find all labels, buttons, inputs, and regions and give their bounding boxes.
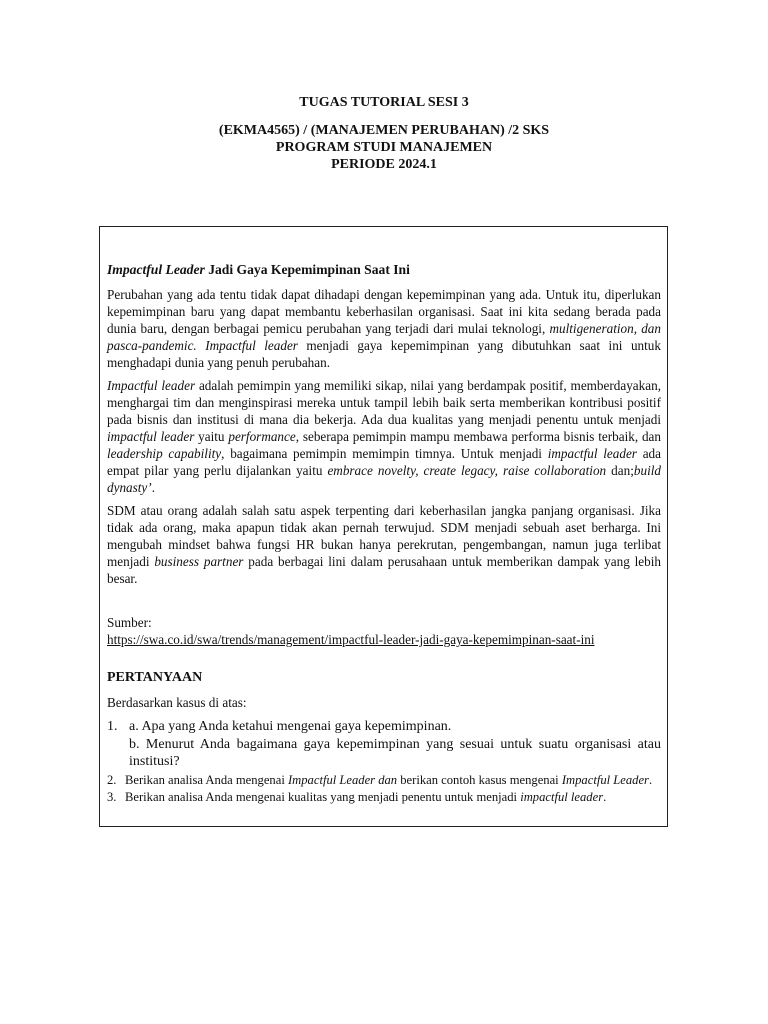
question-1a: [107, 718, 661, 736]
p1-text-a: Perubahan yang ada tentu tidak dapat dihadapi dengan kepemimpinan yang ada. Untuk itu, diperlukan kepemimpinan baru yang dapat membantu keberhasilan organisasi. Saat ini kita sedang berada pada dunia baru, dengan berbagai pemicu perubahan yang terjadi dari mulai teknologi,: [107, 287, 661, 336]
article-title-italic: Impactful Leader: [107, 262, 205, 277]
document-title: [0, 94, 768, 111]
p2-text-b: adalah pemimpin yang memiliki sikap, nilai yang berdampak positif, memberdayakan, menghargai tim dan menginspirasi mereka untuk tampil lebih baik serta memberikan kontribusi positif pada bisnis dan institusi di mana dia bekerja. Ada dua kualitas yang menjadi penentu untuk menjadi: [107, 378, 662, 427]
p2-italic-i: impactful leader: [547, 446, 637, 461]
paragraph-2: [107, 377, 661, 496]
q2-italic-b: Impactful Leader dan: [287, 772, 398, 787]
question-1: [107, 718, 661, 771]
source-label: Sumber:: [107, 615, 152, 630]
question-1b: [107, 736, 661, 771]
p2-text-j: ada empat pilar yang perlu dijalankan yaitu: [107, 446, 661, 478]
program-name: PROGRAM STUDI MANAJEMEN: [275, 140, 493, 155]
source-link[interactable]: https://swa.co.id/swa/trends/management/impactful-leader-jadi-gaya-kepemimpinan-saat-ini: [107, 632, 595, 647]
p3-italic: business partner: [154, 554, 244, 569]
q2-text-e: .: [648, 772, 653, 787]
question-2: [107, 772, 661, 788]
questions-intro: Berdasarkan kasus di atas:: [107, 695, 247, 710]
p2-text-h: , bagaimana pemimpin memimpin timnya. Untuk menjadi: [221, 446, 548, 461]
p2-italic-g: leadership capability: [107, 446, 222, 461]
q2-italic-d: Impactful Leader: [561, 772, 649, 787]
questions-heading: PERTANYAAN: [107, 670, 203, 685]
p3-text-end: pada berbagai lini dalam perusahaan untuk memberikan dampak yang lebih besar.: [107, 554, 661, 586]
question-1-number: 1.: [107, 719, 118, 734]
p2-italic-e: performance: [228, 429, 296, 444]
case-content: [107, 261, 661, 805]
paragraph-1: [107, 286, 661, 371]
case-box: [99, 226, 668, 827]
paragraph-3: [107, 502, 661, 587]
q3-text-c: .: [603, 789, 607, 804]
question-1a-text: a. Apa yang Anda ketahui mengenai gaya kepemimpinan.: [129, 719, 452, 734]
p1-italic-d: Impactful leader: [205, 338, 298, 353]
p2-text-f: , seberapa pemimpin mampu membawa performa bisnis terbaik, dan: [295, 429, 661, 444]
course-code: (EKMA4565) / (MANAJEMEN PERUBAHAN) /2 SKS: [218, 123, 550, 138]
question-3-number: 3.: [107, 789, 117, 804]
p2-text-d: yaitu: [194, 429, 229, 444]
session-title: TUGAS TUTORIAL SESI 3: [299, 95, 469, 110]
question-3: [107, 789, 661, 805]
p2-italic-m: build dynasty’: [107, 463, 661, 495]
question-1b-text: b. Menurut Anda bagaimana gaya kepemimpinan yang sesuai untuk suatu organisasi atau institusi?: [129, 736, 661, 769]
question-2-number: 2.: [107, 772, 117, 787]
q3-italic-b: impactful leader: [520, 789, 604, 804]
period: PERIODE 2024.1: [331, 157, 437, 172]
p3-text: SDM atau orang adalah salah satu aspek terpenting dari keberhasilan jangka panjang organisasi. Jika tidak ada orang, maka apapun tidak akan pernah terwujud. SDM menjadi sebuah aset berharga. Ini mengubah mindset bahwa fungsi HR bukan hanya perekrutan, pengembangan, namun juga terlibat menjadi: [107, 503, 661, 569]
article-title: [107, 261, 661, 278]
q2-text-c: berikan contoh kasus mengenai: [397, 772, 562, 787]
p1-text-c: [197, 338, 205, 353]
q3-text-a: Berikan analisa Anda mengenai kualitas yang menjadi penentu untuk menjadi: [125, 789, 521, 804]
q2-text-a: Berikan analisa Anda mengenai: [125, 772, 288, 787]
p1-text-e: menjadi gaya kepemimpinan yang dibutuhkan saat ini untuk menghadapi dunia yang penuh perubahan.: [107, 338, 661, 370]
p2-italic-k: embrace novelty, create legacy, raise collaboration: [327, 463, 607, 478]
p2-italic-c: impactful leader: [107, 429, 195, 444]
course-info: [0, 122, 768, 173]
p1-italic-b: multigeneration, dan pasca-pandemic.: [107, 321, 661, 353]
p2-text-n: .: [151, 480, 155, 495]
source-link-line: [107, 631, 661, 648]
p2-italic-a: Impactful leader: [107, 378, 196, 393]
article-title-rest: Jadi Gaya Kepemimpinan Saat Ini: [204, 262, 410, 277]
p2-text-l: dan;: [606, 463, 634, 478]
